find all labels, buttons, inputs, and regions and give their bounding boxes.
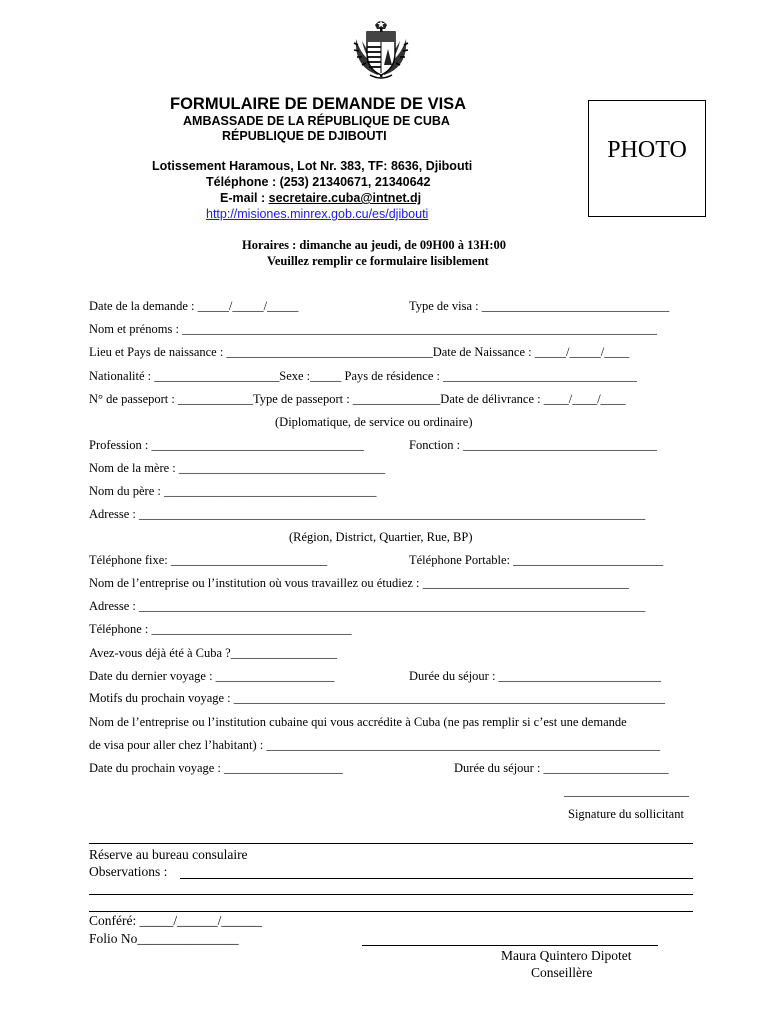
opening-hours: Horaires : dimanche au jeudi, de 09H00 à 13H:00 [242, 238, 507, 252]
field-nationalite[interactable]: Nationalité : ____________________Sexe :_____ Pays de résidence : _______________________________ [89, 369, 637, 383]
field-duree-sejour-1[interactable]: Durée du séjour : __________________________ [409, 669, 662, 683]
signatory-signature-line [362, 945, 658, 946]
field-telephone-portable[interactable]: Téléphone Portable: ________________________ [409, 553, 664, 567]
coat-of-arms-logo [348, 15, 414, 85]
signatory-title: Conseillère [531, 965, 593, 980]
field-adresse-entreprise[interactable]: Adresse : _________________________________________________________________________________ [89, 599, 646, 613]
field-entreprise[interactable]: Nom de l’entreprise ou l’institution où vous travaillez ou étudiez : _________________________________ [89, 576, 629, 590]
website-link[interactable]: http://misiones.minrex.gob.cu/es/djibouti [206, 207, 429, 221]
field-dernier-voyage[interactable]: Date du dernier voyage : ___________________ [89, 669, 335, 683]
field-entreprise-cubaine-line1: Nom de l’entreprise ou l’institution cubaine qui vous accrédite à Cuba (ne pas remplir si c’est une demande [89, 715, 627, 729]
field-entreprise-cubaine[interactable]: de visa pour aller chez l’habitant) : _______________________________________________________________ [89, 738, 661, 752]
field-motifs[interactable]: Motifs du prochain voyage : _____________________________________________________________________ [89, 691, 666, 705]
embassy-phone: Téléphone : (253) 21340671, 21340642 [206, 175, 431, 189]
address-note: (Région, District, Quartier, Rue, BP) [289, 530, 473, 544]
embassy-address: Lotissement Haramous, Lot Nr. 383, TF: 8636, Djibouti [152, 159, 473, 173]
field-profession[interactable]: Profession : __________________________________ [89, 438, 364, 452]
signature-field[interactable]: ____________________ [564, 784, 689, 798]
field-type-visa[interactable]: Type de visa : ______________________________ [409, 299, 670, 313]
field-telephone-fixe[interactable]: Téléphone fixe: _________________________ [89, 553, 328, 567]
field-nom-pere[interactable]: Nom du père : __________________________________ [89, 484, 377, 498]
observations-line-3[interactable] [89, 911, 693, 912]
observations-label: Observations : [89, 864, 168, 879]
email-label: E-mail : [220, 191, 269, 205]
field-telephone[interactable]: Téléphone : ________________________________ [89, 622, 352, 636]
divider-line [89, 843, 693, 844]
field-fonction[interactable]: Fonction : _______________________________ [409, 438, 657, 452]
email-address[interactable]: secretaire.cuba@intnet.dj [268, 191, 422, 205]
field-adresse[interactable]: Adresse : _________________________________________________________________________________ [89, 507, 646, 521]
photo-box [588, 100, 706, 217]
signature-label: Signature du sollicitant [568, 807, 684, 821]
form-title: FORMULAIRE DE DEMANDE DE VISA [170, 95, 467, 113]
field-prochain-voyage[interactable]: Date du prochain voyage : ___________________ [89, 761, 343, 775]
observations-line-1[interactable] [180, 878, 693, 879]
field-lieu-naissance[interactable]: Lieu et Pays de naissance : _________________________________Date de Naissance : _____/_____/____ [89, 345, 630, 359]
field-nom-prenoms[interactable]: Nom et prénoms : ____________________________________________________________________________ [89, 322, 658, 336]
consular-reserve-label: Réserve au bureau consulaire [89, 847, 248, 862]
embassy-name: AMBASSADE DE LA RÉPUBLIQUE DE CUBA [183, 114, 450, 128]
fill-instruction: Veuillez remplir ce formulaire lisiblement [267, 254, 489, 268]
republic-name: RÉPUBLIQUE DE DJIBOUTI [222, 129, 387, 143]
field-confere[interactable]: Conféré: _____/______/______ [89, 913, 262, 928]
field-deja-cuba[interactable]: Avez-vous déjà été à Cuba ?_________________ [89, 646, 337, 660]
passport-type-note: (Diplomatique, de service ou ordinaire) [275, 415, 473, 429]
field-date-demande[interactable]: Date de la demande : _____/_____/_____ [89, 299, 299, 313]
field-folio[interactable]: Folio No_______________ [89, 931, 239, 946]
field-passeport[interactable]: N° de passeport : ____________Type de passeport : ______________Date de délivrance : ____/____/____ [89, 392, 626, 406]
photo-label: PHOTO [607, 137, 687, 163]
embassy-email-line [220, 191, 421, 205]
observations-line-2[interactable] [89, 894, 693, 895]
field-nom-mere[interactable]: Nom de la mère : _________________________________ [89, 461, 386, 475]
signatory-name: Maura Quintero Dipotet [501, 948, 632, 963]
field-duree-sejour-2[interactable]: Durée du séjour : ____________________ [454, 761, 669, 775]
